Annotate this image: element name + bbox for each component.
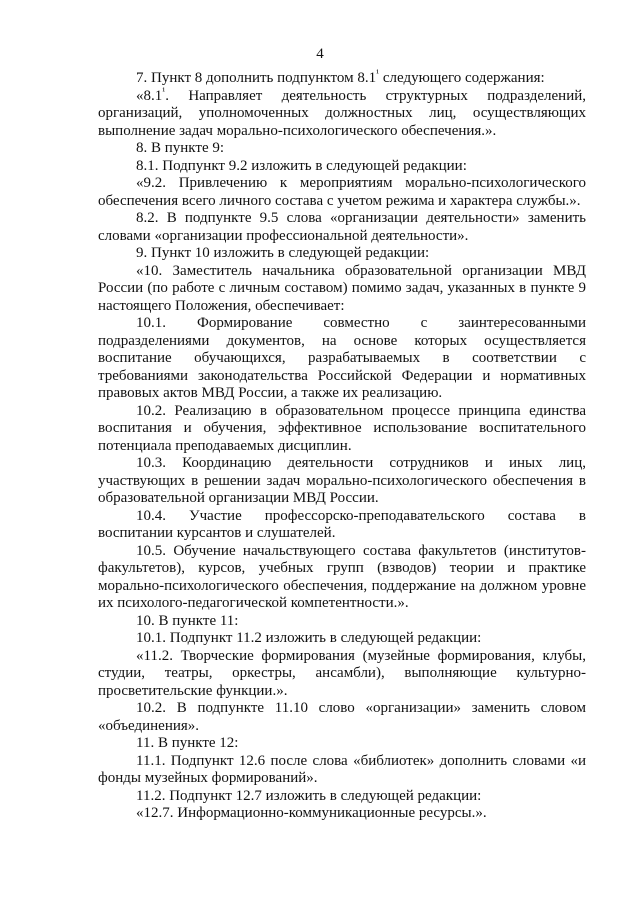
- paragraph-10-2: 10.2. Реализацию в образовательном процессе принципа единства воспитания и обучения, эффективное использование воспитательного потенциала преподаваемых дисциплин.: [98, 402, 586, 454]
- paragraph-10-5: 10.5. Обучение начальствующего состава факультетов (институтов-факультетов), курсов, учебных групп (взводов) теории и практике морально-психологического обеспечения, поддержание на должном уровне их психолого-педагогической компетентности.».: [98, 542, 586, 611]
- paragraph-7: 7. Пункт 8 дополнить подпунктом $8.1^{^1}$ следующего содержания:: [136, 68, 545, 86]
- paragraph-8-2: 8.2. В подпункте 9.5 слова «организации деятельности» заменить словами «организации профессиональной деятельности».: [98, 210, 586, 244]
- superscript-one: ¹: [162, 85, 166, 97]
- page-number: 4: [316, 46, 324, 62]
- paragraph-10-1: 10.1. Формирование совместно с заинтересованными подразделениями документов, на основе которых осуществляется воспитание обучающихся, разрабатываемых в соответствии с требованиями законодательства Российской Федерации и нормативных правовых актов МВД России, а также их реализацию.: [98, 315, 586, 401]
- paragraph-8: 8. В пункте 9:: [136, 140, 225, 156]
- paragraph-10: 10. В пункте 11:: [136, 612, 239, 629]
- paragraph-10-text: «10. Заместитель начальника образовательной организации МВД России (по работе с личным составом) помимо задач, указанных в пункте 9 настоящего Положения, обеспечивает:: [98, 262, 586, 314]
- paragraph-9: 9. Пункт 10 изложить в следующей редакции:: [136, 245, 430, 261]
- paragraph-8-1-1-text: «$8.1^{^1}$. Направляет деятельность структурных подразделений, организаций, уполномоченных должностных лиц, осуществляющих выполнение задач морально-психологического обеспечения.».: [98, 85, 586, 139]
- paragraph-10-3: 10.3. Координацию деятельности сотрудников и иных лиц, участвующих в решении задач морально-психологического обеспечения в образовательной организации МВД России.: [98, 455, 586, 506]
- paragraph-11-2-text: «11.2. Творческие формирования (музейные формирования, клубы, студии, театры, оркестры, ансамбли), выполняющие культурно-просветительские функции.».: [98, 647, 586, 699]
- paragraph-10-2-amend: 10.2. В подпункте 11.10 слово «организации» заменить словом «объединения».: [98, 700, 586, 734]
- paragraph-9-2-text: «9.2. Привлечению к мероприятиям морально-психологического обеспечения всего личного состава с учетом режима и характера службы.».: [98, 175, 586, 209]
- paragraph-11: 11. В пункте 12:: [136, 735, 239, 751]
- paragraph-10-4: 10.4. Участие профессорско-преподавательского состава в воспитании курсантов и слушателей.: [98, 507, 586, 541]
- paragraph-11-1: 11.1. Подпункт 12.6 после слова «библиотек» дополнить словами «и фонды музейных формирований».: [98, 752, 586, 786]
- paragraph-8-1: 8.1. Подпункт 9.2 изложить в следующей редакции:: [136, 157, 467, 174]
- superscript-one: ¹: [376, 68, 380, 79]
- paragraph-12-7-text: «12.7. Информационно-коммуникационные ресурсы.».: [136, 805, 487, 821]
- paragraph-11-2: 11.2. Подпункт 12.7 изложить в следующей редакции:: [136, 787, 482, 804]
- document-body: [98, 70, 586, 823]
- paragraph-10-1-amend: 10.1. Подпункт 11.2 изложить в следующей редакции:: [136, 630, 482, 646]
